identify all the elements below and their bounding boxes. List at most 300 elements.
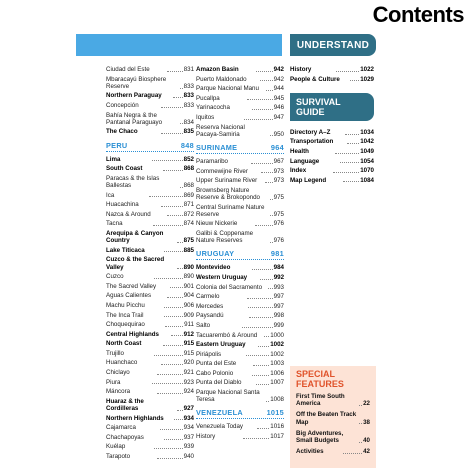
- entry-label: The Sacred Valley: [106, 282, 157, 290]
- entry-page: 924: [183, 388, 194, 396]
- entry-page: 927: [183, 405, 194, 413]
- leader-dots: [157, 374, 183, 375]
- entry-page: 945: [273, 94, 285, 102]
- country-page: 1015: [266, 408, 284, 418]
- leader-dots: [163, 345, 183, 346]
- toc-entry: [106, 156, 194, 163]
- toc-entry: [296, 430, 370, 444]
- toc-entry: [196, 284, 284, 291]
- entry-label: Chiclayo: [106, 369, 130, 377]
- toc-entry: [196, 351, 284, 358]
- toc-entry: [290, 158, 374, 165]
- entry-label: Northern Highlands: [106, 414, 164, 422]
- toc-entry: [106, 453, 194, 460]
- entry-page: 1008: [270, 396, 284, 404]
- entry-label: Choquequirao: [106, 321, 145, 329]
- entry-label: Trujillo: [106, 349, 124, 357]
- entry-label: Galibi & Coppename Nature Reserves: [196, 229, 254, 245]
- entry-label: Health: [290, 147, 309, 155]
- leader-dots: [161, 133, 183, 134]
- leader-dots: [257, 428, 270, 429]
- entry-page: 939: [183, 443, 195, 451]
- leader-dots: [270, 199, 273, 200]
- entry-page: 1007: [270, 379, 285, 387]
- country-name: PERU: [106, 140, 128, 150]
- toc-entry: [196, 360, 284, 367]
- leader-dots: [252, 109, 273, 110]
- leader-dots: [249, 317, 273, 318]
- toc-entry: [196, 293, 284, 300]
- entry-label: Northern Paraguay: [106, 92, 162, 100]
- country-page: 848: [180, 140, 194, 150]
- leader-dots: [153, 225, 183, 226]
- toc-entry: [196, 312, 284, 319]
- toc-entry: [196, 158, 284, 165]
- section-survival-guide: SURVIVAL GUIDE: [290, 93, 374, 121]
- entry-label: Colonia del Sacramento: [196, 283, 263, 291]
- entry-page: 976: [273, 220, 284, 228]
- entry-label: Commewijne River: [196, 167, 248, 175]
- entry-label: South Coast: [106, 165, 143, 173]
- entry-label: Pucallpa: [196, 94, 220, 102]
- leader-dots: [270, 135, 273, 136]
- leader-dots: [167, 71, 183, 72]
- toc-entry: [106, 321, 194, 328]
- entry-page: 1002: [270, 341, 284, 349]
- entry-label: Bahía Negra & the Pantanal Paraguayo: [106, 111, 163, 126]
- toc-entry: [106, 66, 194, 73]
- entry-label: Cabo Polonio: [196, 369, 234, 377]
- entry-label: Activities: [296, 448, 324, 456]
- entry-page: 997: [273, 293, 284, 301]
- entry-label: Mercedes: [196, 302, 224, 310]
- toc-entry: [196, 177, 284, 184]
- country-heading: [196, 143, 284, 154]
- entry-page: 868: [183, 181, 194, 189]
- toc-entry: [106, 350, 194, 357]
- toc-entry: [296, 393, 370, 407]
- entry-label: Kuélap: [106, 443, 126, 451]
- entry-label: First Time South America: [296, 393, 345, 408]
- toc-entry: [196, 264, 284, 271]
- entry-label: Carmelo: [196, 293, 220, 301]
- entry-page: 911: [184, 321, 194, 329]
- leader-dots: [242, 327, 273, 328]
- leader-dots: [171, 335, 182, 336]
- entry-label: History: [290, 66, 312, 73]
- entry-page: 975: [273, 193, 284, 201]
- entry-label: Lima: [106, 155, 121, 163]
- country-heading: [106, 141, 194, 152]
- leader-dots: [164, 316, 183, 317]
- entry-label: Montevideo: [196, 264, 231, 272]
- entry-page: 973: [273, 177, 285, 185]
- entry-page: 1042: [360, 138, 374, 146]
- leader-dots: [165, 326, 184, 327]
- toc-entry: [196, 322, 284, 329]
- leader-dots: [260, 279, 272, 280]
- leader-dots: [173, 97, 183, 98]
- leader-dots: [347, 143, 359, 144]
- entry-page: 975: [273, 210, 284, 218]
- toc-entry: [196, 389, 284, 403]
- leader-dots: [359, 423, 362, 424]
- entry-page: 997: [273, 302, 284, 310]
- toc-entry: [196, 104, 284, 111]
- entry-page: 1022: [360, 66, 374, 73]
- entry-page: 901: [183, 282, 194, 290]
- entry-page: 1070: [360, 167, 374, 175]
- entry-page: 1029: [360, 75, 374, 83]
- toc-entry: [106, 388, 194, 395]
- entry-label: Paramaribo: [196, 157, 228, 165]
- entry-label: Tacuarembó & Around: [196, 331, 258, 339]
- entry-page: 934: [183, 414, 194, 422]
- leader-dots: [157, 393, 183, 394]
- toc-entry: [296, 411, 370, 425]
- entry-label: Piura: [106, 378, 121, 386]
- leader-dots: [246, 355, 270, 356]
- entry-page: 923: [183, 378, 194, 386]
- entry-label: The Inca Trail: [106, 311, 144, 319]
- entry-label: Upper Suriname River: [196, 177, 258, 185]
- toc-entry: [196, 124, 284, 138]
- entry-page: 869: [183, 191, 194, 199]
- entry-page: 833: [183, 101, 195, 109]
- toc-entry: [106, 175, 194, 189]
- toc-entry: [196, 370, 284, 377]
- entry-page: 874: [183, 220, 194, 228]
- toc-entry: [106, 283, 194, 290]
- leader-dots: [160, 429, 183, 430]
- leader-dots: [256, 71, 273, 72]
- toc-entry: [106, 273, 194, 280]
- leader-dots: [345, 134, 359, 135]
- leader-dots: [258, 346, 269, 347]
- entry-page: 915: [183, 340, 195, 348]
- leader-dots: [154, 448, 182, 449]
- entry-page: 937: [183, 433, 195, 441]
- leader-dots: [340, 162, 360, 163]
- toc-entry: [106, 359, 194, 366]
- entry-label: Punta del Este: [196, 360, 237, 368]
- leader-dots: [359, 405, 362, 406]
- toc-entry: [106, 102, 194, 109]
- entry-page: 934: [183, 424, 194, 432]
- toc-entry: [106, 340, 194, 347]
- country-heading: [196, 408, 284, 419]
- entry-page: 835: [183, 128, 194, 136]
- leader-dots: [359, 442, 362, 443]
- entry-label: Cuzco: [106, 273, 124, 281]
- toc-entry: [106, 220, 194, 227]
- entry-page: 875: [183, 237, 194, 245]
- toc-entry: [290, 148, 374, 155]
- entry-label: Paysandú: [196, 312, 224, 320]
- toc-entry: [106, 292, 194, 299]
- entry-page: 833: [183, 82, 194, 90]
- entry-page: 942: [273, 75, 284, 83]
- leader-dots: [180, 123, 183, 124]
- toc-entry: [196, 204, 284, 218]
- entry-label: Arequipa & Canyon Country: [106, 229, 164, 245]
- special-list: [296, 393, 370, 455]
- toc-entry: [106, 201, 194, 208]
- leader-dots: [266, 401, 269, 402]
- toc-entry: [106, 398, 194, 412]
- entry-label: Parque Nacional Manu: [196, 85, 259, 93]
- leader-dots: [149, 196, 183, 197]
- entry-label: Western Uruguay: [196, 273, 248, 281]
- entry-label: Nazca & Around: [106, 210, 151, 218]
- toc-entry: [196, 220, 284, 227]
- toc-entry: [290, 177, 374, 184]
- toc-entry: [106, 112, 194, 126]
- toc-entry: [106, 424, 194, 431]
- entry-label: Iquitos: [196, 113, 215, 121]
- entry-label: Puerto Maldonado: [196, 75, 247, 83]
- toc-entry: [106, 312, 194, 319]
- entry-page: 885: [183, 246, 194, 254]
- entry-page: 1003: [270, 360, 285, 368]
- entry-label: Lake Titicaca: [106, 246, 145, 254]
- entry-page: 920: [183, 359, 195, 367]
- leader-dots: [157, 458, 183, 459]
- leader-dots: [266, 90, 272, 91]
- leader-dots: [163, 170, 183, 171]
- toc-entry: [296, 448, 370, 455]
- entry-page: 942: [273, 66, 284, 73]
- entry-page: 944: [273, 85, 284, 93]
- entry-label: Reserva Nacional Pacaya-Samiria: [196, 123, 245, 138]
- entry-label: Piriápolis: [196, 350, 222, 358]
- leader-dots: [336, 71, 359, 72]
- leader-dots: [252, 269, 273, 270]
- entry-label: Paracas & the Islas Ballestas: [106, 174, 160, 189]
- leader-dots: [167, 297, 182, 298]
- toc-entry: [106, 165, 194, 172]
- leader-dots: [161, 107, 183, 108]
- leader-dots: [268, 288, 273, 289]
- toc-entry: [106, 443, 194, 450]
- entry-page: 999: [273, 321, 284, 329]
- entry-label: Ciudad del Este: [106, 66, 150, 73]
- leader-dots: [248, 307, 272, 308]
- entry-page: 992: [273, 273, 285, 281]
- entry-page: 1000: [270, 331, 284, 339]
- toc-entry: [196, 76, 284, 83]
- toc-entry: [106, 434, 194, 441]
- toc-entry: [106, 76, 194, 90]
- entry-page: 915: [183, 349, 195, 357]
- toc-entry: [196, 332, 284, 339]
- entry-label: Language: [290, 157, 320, 165]
- leader-dots: [167, 215, 182, 216]
- toc-entry: [106, 230, 194, 244]
- entry-page: 1017: [270, 433, 284, 441]
- entry-page: 946: [273, 104, 285, 112]
- entry-page: 1006: [270, 369, 285, 377]
- toc-entry: [196, 85, 284, 92]
- leader-dots: [174, 419, 183, 420]
- toc-entry: [196, 230, 284, 244]
- leader-dots: [177, 242, 183, 243]
- toc-entry: [290, 129, 374, 136]
- entry-label: The Chaco: [106, 128, 138, 136]
- entry-page: 831: [183, 66, 195, 73]
- country-name: URUGUAY: [196, 249, 235, 259]
- leader-dots: [180, 88, 183, 89]
- leader-dots: [247, 298, 273, 299]
- toc-entry: [106, 92, 194, 99]
- entry-label: Index: [290, 167, 307, 175]
- entry-page: 40: [363, 437, 370, 445]
- toc-entry: [196, 433, 284, 440]
- country-heading: [196, 249, 284, 260]
- leader-dots: [251, 163, 273, 164]
- toc-entry: [106, 379, 194, 386]
- leader-dots: [255, 225, 272, 226]
- entry-page: 38: [363, 418, 370, 426]
- toc-entry: [196, 95, 284, 102]
- leader-dots: [270, 215, 273, 216]
- toc-entry: [106, 128, 194, 135]
- page-title: Contents: [372, 2, 464, 27]
- entry-label: Yarinacocha: [196, 104, 230, 112]
- entry-label: Mbaracayú Biosphere Reserve: [106, 75, 167, 90]
- entry-label: Ica: [106, 191, 115, 199]
- leader-dots: [164, 307, 182, 308]
- toc-entry: [196, 187, 284, 201]
- section-special-features: SPECIAL FEATURES: [296, 369, 344, 389]
- entry-page: 42: [363, 448, 370, 456]
- entry-page: 906: [183, 301, 195, 309]
- entry-page: 1084: [360, 176, 374, 184]
- country-page: 981: [270, 249, 284, 259]
- entry-label: Venezuela Today: [196, 423, 244, 431]
- toc-entry: [290, 138, 374, 145]
- entry-page: 890: [183, 273, 194, 281]
- entry-label: North Coast: [106, 340, 142, 348]
- leader-dots: [247, 99, 273, 100]
- toc-entry: [196, 168, 284, 175]
- leader-dots: [154, 355, 183, 356]
- entry-page: 998: [273, 312, 285, 320]
- entry-page: 967: [273, 157, 284, 165]
- entry-label: Nieuw Nickerie: [196, 220, 238, 228]
- survival-list: [290, 129, 374, 184]
- entry-label: Huacachina: [106, 201, 139, 209]
- entry-label: Huanchaco: [106, 359, 138, 367]
- leader-dots: [152, 383, 183, 384]
- entry-label: Central Suriname Nature Reserve: [196, 203, 265, 218]
- entry-label: Big Adventures, Small Budgets: [296, 429, 344, 445]
- leader-dots: [161, 206, 183, 207]
- entry-page: 912: [183, 330, 194, 338]
- toc-entry: [290, 76, 374, 83]
- entry-page: 1049: [360, 147, 374, 155]
- section-understand: UNDERSTAND: [290, 34, 376, 56]
- entry-label: Machu Picchu: [106, 301, 145, 309]
- entry-label: Central Highlands: [106, 330, 159, 338]
- entry-label: Punta del Diablo: [196, 379, 242, 387]
- toc-column-1: [106, 66, 194, 463]
- entry-page: 921: [183, 369, 194, 377]
- toc-entry: [196, 303, 284, 310]
- leader-dots: [343, 181, 359, 182]
- toc-entry: [196, 341, 284, 348]
- entry-page: 976: [273, 237, 284, 245]
- toc-entry: [106, 302, 194, 309]
- toc-entry: [106, 256, 194, 270]
- entry-page: 833: [183, 92, 194, 100]
- toc-entry: [196, 379, 284, 386]
- entry-label: Chachapoyas: [106, 433, 144, 441]
- leader-dots: [270, 242, 273, 243]
- special-features-box: [290, 366, 376, 468]
- entry-page: 890: [183, 263, 194, 271]
- entry-page: 1034: [360, 128, 374, 136]
- entry-label: Huaraz & the Cordilleras: [106, 397, 144, 413]
- understand-list: [290, 66, 374, 83]
- entry-label: Concepción: [106, 101, 139, 109]
- entry-page: 868: [183, 165, 195, 173]
- entry-page: 1016: [270, 423, 285, 431]
- toc-entry: [106, 247, 194, 254]
- entry-page: 947: [273, 113, 284, 121]
- leader-dots: [333, 172, 359, 173]
- entry-page: 950: [273, 130, 284, 138]
- entry-label: History: [196, 433, 216, 441]
- entry-label: Amazon Basin: [196, 66, 239, 73]
- entry-label: Cajamarca: [106, 424, 136, 432]
- toc-entry: [106, 211, 194, 218]
- leader-dots: [161, 364, 183, 365]
- toc-entry: [290, 167, 374, 174]
- leader-dots: [252, 375, 270, 376]
- leader-dots: [261, 172, 273, 173]
- entry-page: 940: [183, 453, 194, 461]
- leader-dots: [243, 438, 269, 439]
- leader-dots: [170, 287, 183, 288]
- toc-entry: [106, 192, 194, 199]
- entry-page: 872: [183, 210, 195, 218]
- toc-entry: [106, 331, 194, 338]
- entry-label: People & Culture: [290, 75, 340, 83]
- entry-label: Off the Beaten Track Map: [296, 411, 357, 426]
- entry-label: Aguas Calientes: [106, 292, 152, 300]
- entry-page: 984: [273, 264, 284, 272]
- entry-label: Cuzco & the Sacred Valley: [106, 256, 165, 271]
- entry-page: 993: [273, 283, 284, 291]
- leader-dots: [164, 251, 182, 252]
- entry-label: Tacna: [106, 220, 123, 228]
- leader-dots: [180, 187, 183, 188]
- entry-label: Máncora: [106, 388, 131, 396]
- leader-dots: [256, 384, 269, 385]
- leader-dots: [335, 153, 360, 154]
- country-name: VENEZUELA: [196, 408, 243, 418]
- leader-dots: [177, 410, 183, 411]
- country-name: SURINAME: [196, 142, 238, 152]
- country-page: 964: [270, 142, 284, 152]
- toc-entry: [196, 66, 284, 73]
- entry-label: Transportation: [290, 138, 334, 146]
- entry-page: 1002: [270, 350, 284, 358]
- entry-label: Eastern Uruguay: [196, 341, 246, 349]
- entry-page: 871: [183, 201, 195, 209]
- entry-label: Brownsberg Nature Reserve & Brokopondo: [196, 186, 260, 201]
